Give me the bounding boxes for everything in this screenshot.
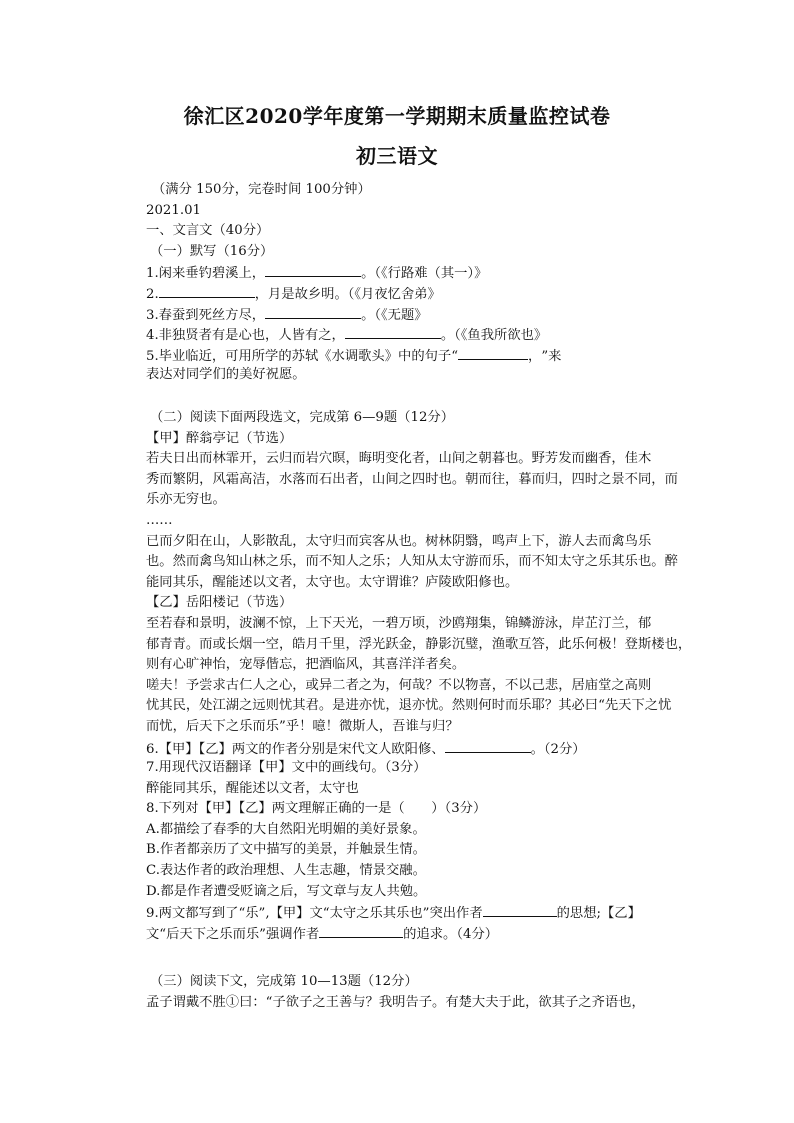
yi-para1-line3: 则有心旷神怡，宠辱偕忘，把酒临风，其喜洋洋者矣。: [146, 657, 466, 673]
exam-date: 2021.01: [146, 202, 201, 218]
question-6-text: 6.【甲】【乙】两文的作者分别是宋代文人欧阳修、: [146, 741, 445, 757]
question-9-text: 9.两文都写到了“乐”,【甲】文“太守之乐其乐也”突出作者: [146, 906, 483, 922]
answer-blank[interactable]: [445, 738, 531, 753]
answer-blank[interactable]: [265, 304, 361, 319]
question-9-continued: [146, 923, 676, 944]
part3-heading: （三）阅读下文，完成第 10—13题（12分）: [150, 974, 418, 989]
question-5-tail: ”来: [541, 348, 562, 364]
question-9-text-2: 的思想;【乙】: [556, 906, 641, 922]
question-3-text: 3.春蚕到死丝方尽，: [146, 307, 266, 323]
answer-blank[interactable]: [483, 902, 557, 917]
question-1-source: 。（《行路难（其一）》: [361, 266, 488, 282]
yi-para2-line2: 忧其民，处江湖之远则忧其君。是进亦忧，退亦忧。然则何时而乐耶？其必曰“先天下之忧: [146, 698, 672, 714]
jia-para1-line2: 秀而繁阴，风霜高洁，水落而石出者，山间之四时也。朝而往，暮而归，四时之景不同，而: [146, 471, 678, 487]
question-1-text: 1.闲来垂钓碧溪上，: [146, 266, 266, 282]
question-8: 8.下列对【甲】【乙】两文理解正确的一是（ ）（3分）: [146, 801, 487, 817]
question-2: [146, 283, 676, 304]
option-b: B.作者都亲历了文中描写的美景，并触景生情。: [146, 842, 426, 858]
answer-blank[interactable]: [319, 923, 403, 938]
option-a: A.都描绘了春季的大自然阳光明媚的美好景象。: [146, 821, 426, 837]
jia-para2-line2: 也。然而禽鸟知山林之乐，而不知人之乐；人知从太守游而乐，而不知太守之乐其乐也。醉: [146, 554, 678, 570]
question-5-comma: ，: [528, 348, 542, 364]
section-heading: 一、文言文（40分）: [146, 223, 270, 239]
exam-meta: （满分 150分，完卷时间 100分钟）: [152, 182, 371, 197]
jia-para1-line3: 乐亦无穷也。: [146, 492, 226, 508]
exam-subtitle: 初三语文: [356, 144, 438, 168]
yi-para2-line1: 嗟夫！予尝求古仁人之心，或异二者之为，何哉？不以物喜，不以己悲，居庙堂之高则: [146, 677, 652, 693]
question-7-sentence: 醉能同其乐，醒能述以文者，太守也: [146, 780, 359, 796]
yi-para1-line2: 郁青青。而或长烟一空，皓月千里，浮光跃金，静影沉璧，渔歌互答，此乐何极！登斯楼也，: [146, 636, 692, 652]
question-7: 7.用现代汉语翻译【甲】文中的画线句。（3分）: [146, 760, 427, 776]
question-4: [146, 324, 676, 345]
question-6-score: 。（2分）: [530, 741, 586, 757]
exam-title: 徐汇区2020学年度第一学期期末质量监控试卷: [183, 104, 611, 128]
jia-para1-line1: 若夫日出而林霏开，云归而岩穴暝，晦明变化者，山间之朝暮也。野芳发而幽香，佳木: [146, 451, 652, 467]
answer-blank[interactable]: [265, 262, 361, 277]
question-2-text: ，月是故乡明。（《月夜忆舍弟》: [254, 286, 441, 302]
part2-block: [146, 408, 692, 943]
question-4-text: 4.非独贤者有是心也，人皆有之，: [146, 328, 345, 344]
option-c: C.表达作者的政治理想、人生志趣，情景交融。: [146, 863, 426, 879]
question-9-text-3: 文“后天下之乐而乐”强调作者: [146, 926, 320, 942]
answer-blank[interactable]: [159, 283, 255, 298]
header-meta-block: [146, 180, 676, 386]
jia-para2-line3: 能同其乐，醒能述以文者，太守也。太守谓谁？庐陵欧阳修也。: [146, 574, 519, 590]
yi-para1-line1: 至若春和景明，波澜不惊，上下天光，一碧万顷，沙鸥翔集，锦鳞游泳，岸芷汀兰，郁: [146, 615, 652, 631]
question-3-source: 。（《无题》: [361, 307, 428, 323]
ellipsis: ……: [146, 512, 173, 528]
part2-heading: （二）阅读下面两段选文，完成第 6—9题（12分）: [150, 410, 455, 425]
question-6: [146, 738, 676, 759]
question-9: [146, 902, 676, 923]
part3-block: [146, 972, 676, 1013]
part3-para1: 孟子谓戴不胜①曰：“子欲子之王善与？我明告子。有楚大夫于此，欲其子之齐语也，: [146, 994, 645, 1010]
question-2-number: 2.: [146, 286, 159, 302]
question-5-continued: 表达对同学们的美好祝愿。: [146, 367, 306, 383]
yi-title: 【乙】岳阳楼记（节选）: [146, 595, 293, 611]
question-4-source: 。（《鱼我所欲也》: [440, 328, 548, 344]
option-d: D.都是作者遭受贬谪之后，写文章与友人共勉。: [146, 883, 427, 899]
jia-title: 【甲】醉翁亭记（节选）: [146, 430, 293, 446]
question-5-text: 5.毕业临近，可用所学的苏轼《水调歌头》中的句子“: [146, 348, 459, 364]
question-3: [146, 304, 676, 325]
yi-para2-line3: 而忧，后天下之乐而乐”乎！噫！微斯人，吾谁与归？: [146, 718, 459, 734]
answer-blank[interactable]: [458, 345, 528, 360]
answer-blank[interactable]: [345, 324, 441, 339]
part1-heading: （一）默写（16分）: [150, 243, 274, 259]
question-5: [146, 345, 676, 366]
question-9-score: 的追求。（4分）: [403, 926, 499, 942]
question-1: [146, 262, 676, 283]
jia-para2-line1: 已而夕阳在山，人影散乱，太守归而宾客从也。树林阴翳，鸣声上下，游人去而禽鸟乐: [146, 533, 652, 549]
